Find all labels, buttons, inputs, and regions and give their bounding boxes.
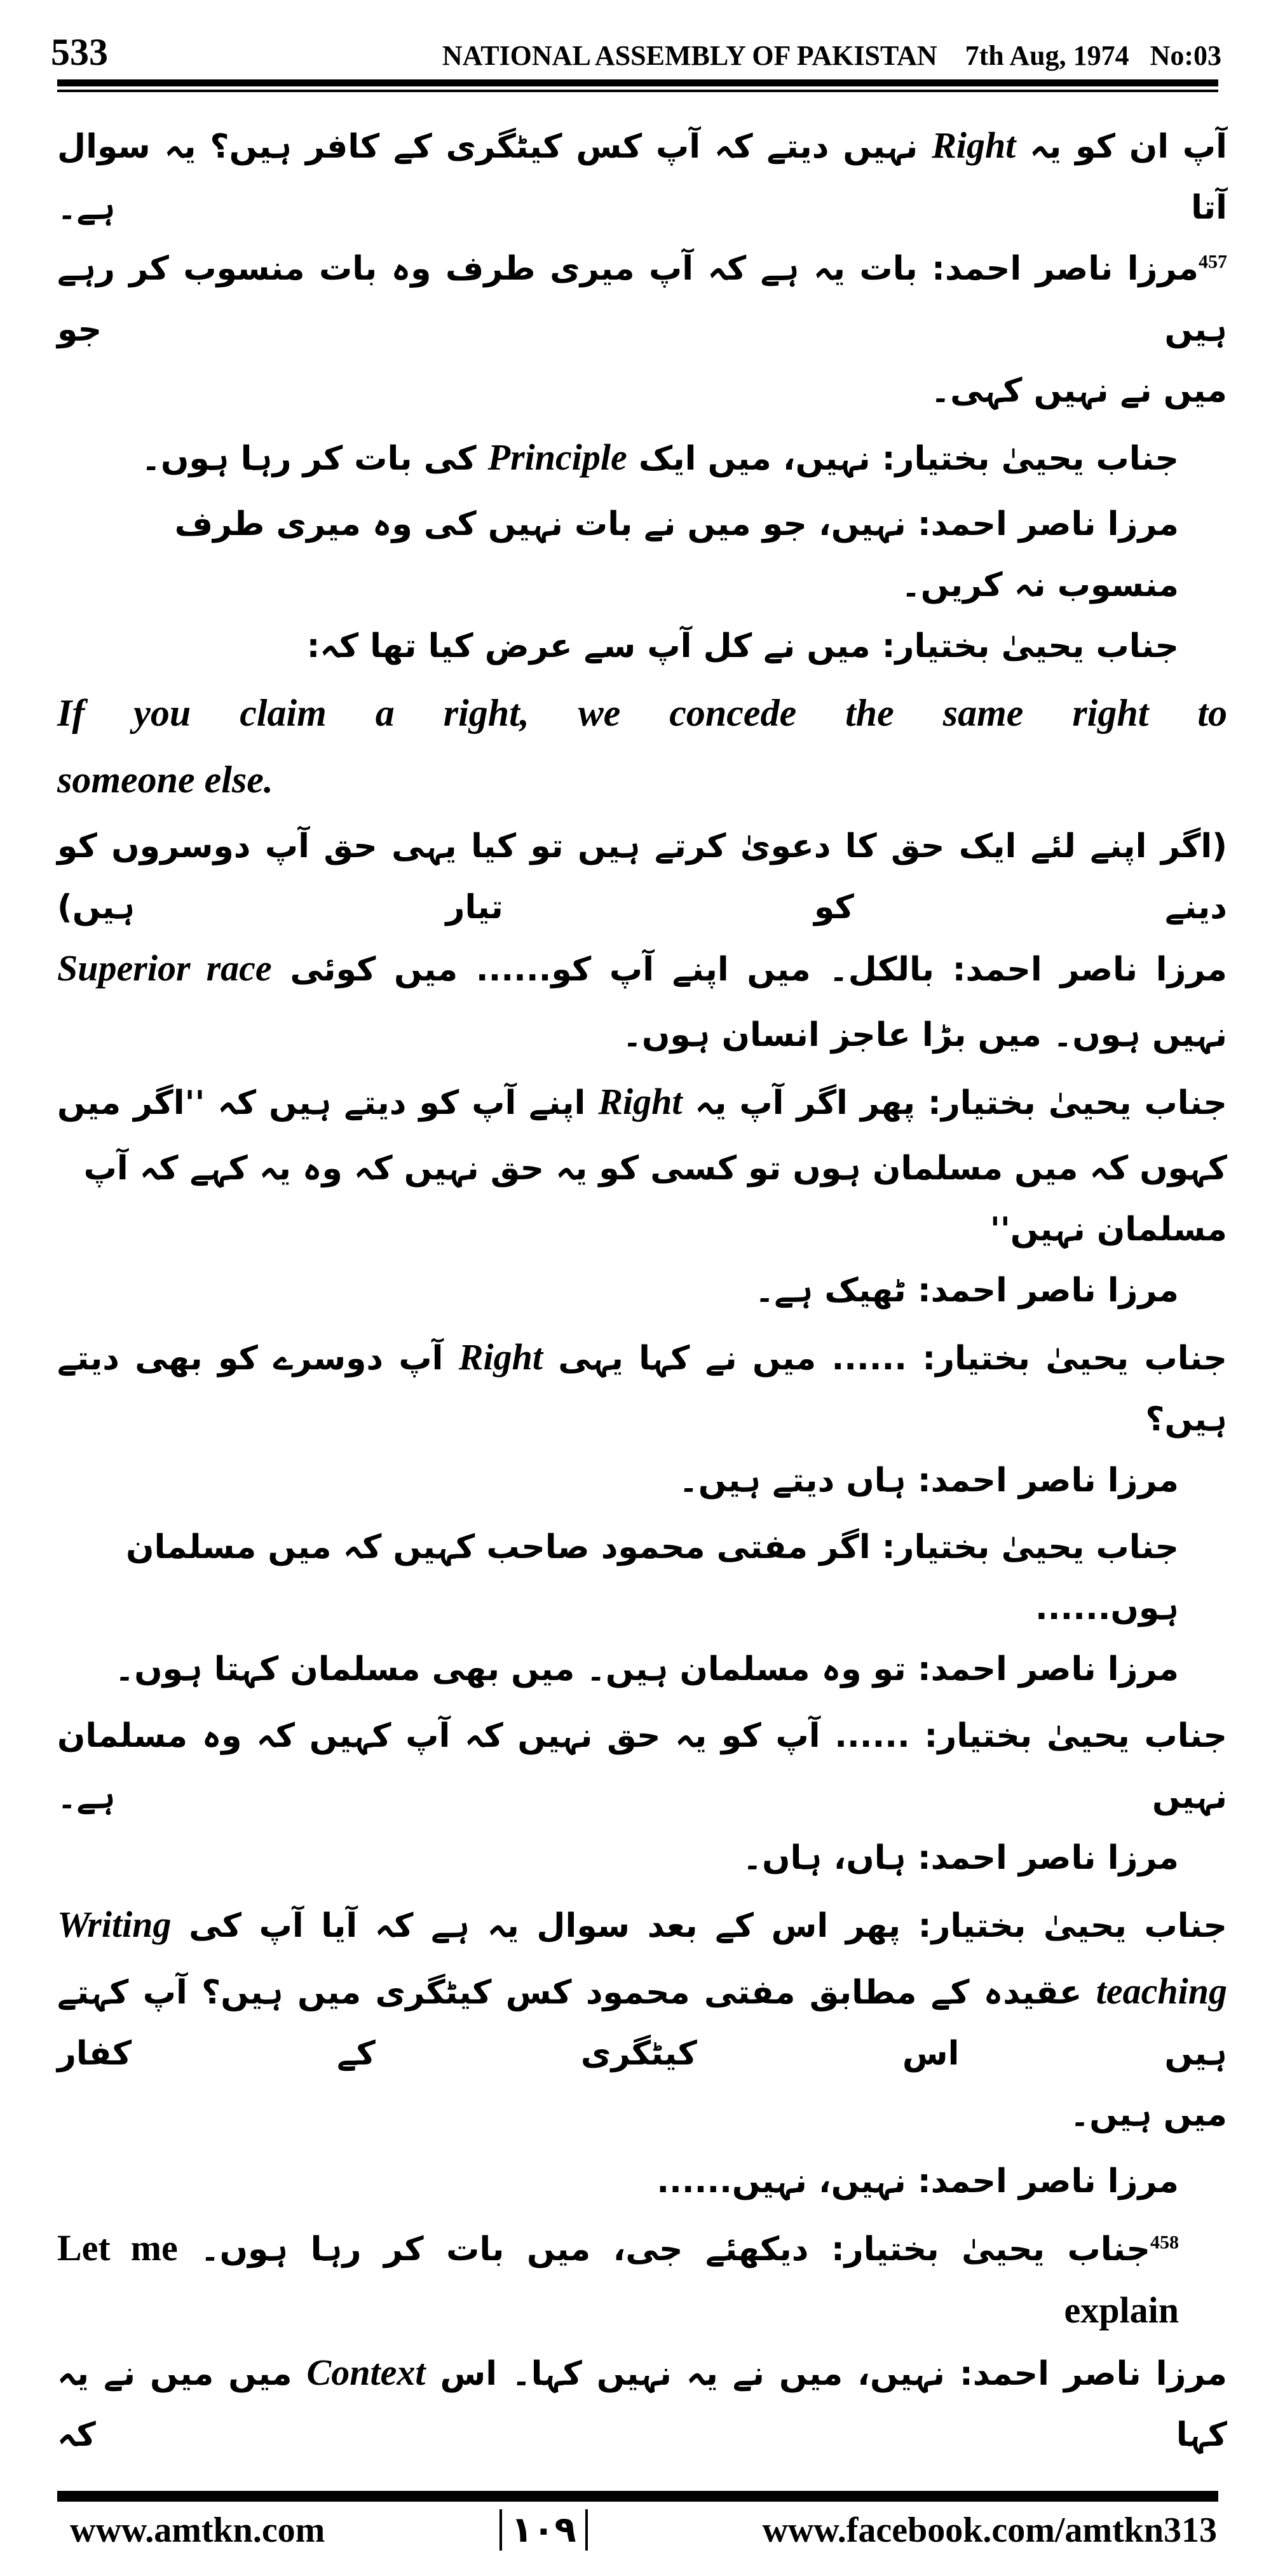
line-text: مرزا ناصر احمد: بالکل۔ میں اپنے آپ کو...... میں کوئی — [271, 951, 1227, 989]
english-term: Superior race — [57, 947, 272, 989]
line-text: مرزا ناصر احمد: ٹھیک ہے۔ — [754, 1271, 1179, 1310]
transcript-line — [57, 1450, 1227, 1517]
transcript-line — [57, 749, 1227, 816]
footnote-marker: 457 — [1199, 251, 1227, 273]
transcript-line — [57, 2084, 1227, 2151]
transcript-line — [57, 1260, 1227, 1327]
english-term: teaching — [1096, 1970, 1227, 2012]
transcript-line — [57, 494, 1227, 616]
transcript-line — [57, 1894, 1227, 1961]
transcript-line — [57, 1138, 1227, 1260]
line-text: جناب یحییٰ بختیار: ...... آپ کو یہ حق نہیں کہ آپ کہیں کہ وہ مسلمان نہیں ہے۔ — [57, 1717, 1227, 1816]
line-text: جناب یحییٰ بختیار: اگر مفتی محمود صاحب کہیں کہ میں مسلمان ہوں...... — [126, 1528, 1179, 1627]
line-text: میں ہیں۔ — [1070, 2096, 1227, 2134]
footer — [57, 2502, 1227, 2551]
line-text: میں میں نے یہ کہا کہ — [57, 2355, 1227, 2454]
line-text: میں نے نہیں کہی۔ — [930, 372, 1227, 410]
line-text: If you claim a right, we concede the same right to — [57, 692, 1227, 734]
transcript-line — [57, 1327, 1227, 1450]
line-text: مرزا ناصر احمد: بات یہ ہے کہ آپ میری طرف وہ بات منسوب کر رہے ہیں جو — [57, 250, 1227, 349]
transcript-line — [57, 1071, 1227, 1138]
line-text: (اگر اپنے لئے ایک حق کا دعویٰ کرتے ہیں تو کیا یہی حق آپ دوسروں کو دینے کو تیار ہیں) — [57, 827, 1227, 926]
footer-page-number-urdu: ١٠٩ — [500, 2509, 588, 2551]
line-text: نہیں دیتے کہ آپ کس کیٹگری کے کافر ہیں؟ یہ سوال آتا ہے۔ — [57, 128, 1227, 227]
transcript-line — [57, 2218, 1227, 2342]
footer-facebook-link[interactable]: www.facebook.com/amtkn313 — [762, 2510, 1217, 2550]
english-term: Right — [458, 1336, 543, 1378]
line-text: مرزا ناصر احمد: ہاں، ہاں۔ — [742, 1839, 1179, 1877]
line-text: مرزا ناصر احمد: تو وہ مسلمان ہیں۔ میں بھی مسلمان کہتا ہوں۔ — [114, 1650, 1179, 1688]
transcript-line — [57, 816, 1227, 938]
line-text: جناب یحییٰ بختیار: دیکھئے جی، میں بات کر رہا ہوں۔ — [177, 2230, 1150, 2268]
transcript-line — [57, 1961, 1227, 2084]
line-text: جناب یحییٰ بختیار: پھر اس کے بعد سوال یہ ہے کہ آیا آپ کی — [171, 1907, 1227, 1945]
transcript-line — [57, 2151, 1227, 2218]
english-term: Context — [306, 2352, 426, 2393]
page-number: 533 — [51, 31, 108, 73]
line-text: مرزا ناصر احمد: نہیں، نہیں...... — [656, 2162, 1179, 2200]
transcript-line — [57, 682, 1227, 749]
line-text: جناب یحییٰ بختیار: ...... میں نے کہا یہی — [542, 1339, 1227, 1378]
line-text: کی بات کر رہا ہوں۔ — [141, 440, 488, 478]
transcript-line — [57, 2342, 1227, 2465]
transcript-line — [57, 1005, 1227, 1071]
line-text: مرزا ناصر احمد: نہیں، میں نے یہ نہیں کہا۔ اس — [425, 2355, 1227, 2393]
english-term: Right — [932, 125, 1016, 166]
footer-rule — [57, 2491, 1218, 2502]
line-text: آپ ان کو یہ — [1016, 128, 1227, 166]
transcript-line — [57, 360, 1227, 427]
line-text: someone else. — [57, 759, 273, 801]
line-text: نہیں ہوں۔ میں بڑا عاجز انسان ہوں۔ — [622, 1016, 1227, 1054]
transcript-line — [57, 1827, 1227, 1894]
footer-website-link[interactable]: www.amtkn.com — [70, 2510, 325, 2550]
header-title: NATIONAL ASSEMBLY OF PAKISTAN 7th Aug, 1974 No:03 — [442, 40, 1221, 71]
line-text: اپنے آپ کو دیتے ہیں کہ ''اگر میں — [57, 1084, 599, 1122]
footnote-marker: 458 — [1150, 2232, 1179, 2253]
line-text: مرزا ناصر احمد: نہیں، جو میں نے بات نہیں کی وہ میری طرف منسوب نہ کریں۔ — [174, 505, 1179, 604]
header-rule-thin — [57, 90, 1218, 92]
english-phrase: Let me explain — [57, 2227, 1179, 2331]
transcript-body — [57, 115, 1227, 2465]
english-term: Writing — [57, 1904, 172, 1945]
transcript-line — [57, 1639, 1227, 1705]
transcript-line — [57, 616, 1227, 682]
transcript-line — [57, 938, 1227, 1005]
line-text: عقیدہ کے مطابق مفتی محمود کس کیٹگری میں ہیں؟ آپ کہتے ہیں اس کیٹگری کے کفار — [57, 1974, 1227, 2073]
transcript-line — [57, 1705, 1227, 1827]
line-text: مرزا ناصر احمد: ہاں دیتے ہیں۔ — [679, 1461, 1179, 1500]
english-term: Principle — [487, 437, 627, 478]
header-rule-thick — [57, 79, 1218, 86]
transcript-line — [57, 238, 1227, 360]
line-text: جناب یحییٰ بختیار: میں نے کل آپ سے عرض کیا تھا کہ: — [306, 627, 1179, 665]
english-term: Right — [598, 1081, 683, 1122]
transcript-line — [57, 1517, 1227, 1639]
line-text: کہوں کہ میں مسلمان ہوں تو کسی کو یہ حق نہیں کہ وہ یہ کہے کہ آپ مسلمان نہیں'' — [83, 1149, 1227, 1249]
line-text: جناب یحییٰ بختیار: نہیں، میں ایک — [627, 440, 1179, 478]
page-header — [51, 31, 1227, 74]
line-text: آپ دوسرے کو بھی دیتے ہیں؟ — [57, 1339, 1227, 1439]
transcript-line — [57, 427, 1227, 494]
line-text: جناب یحییٰ بختیار: پھر اگر آپ یہ — [682, 1084, 1227, 1122]
transcript-line — [57, 115, 1227, 238]
